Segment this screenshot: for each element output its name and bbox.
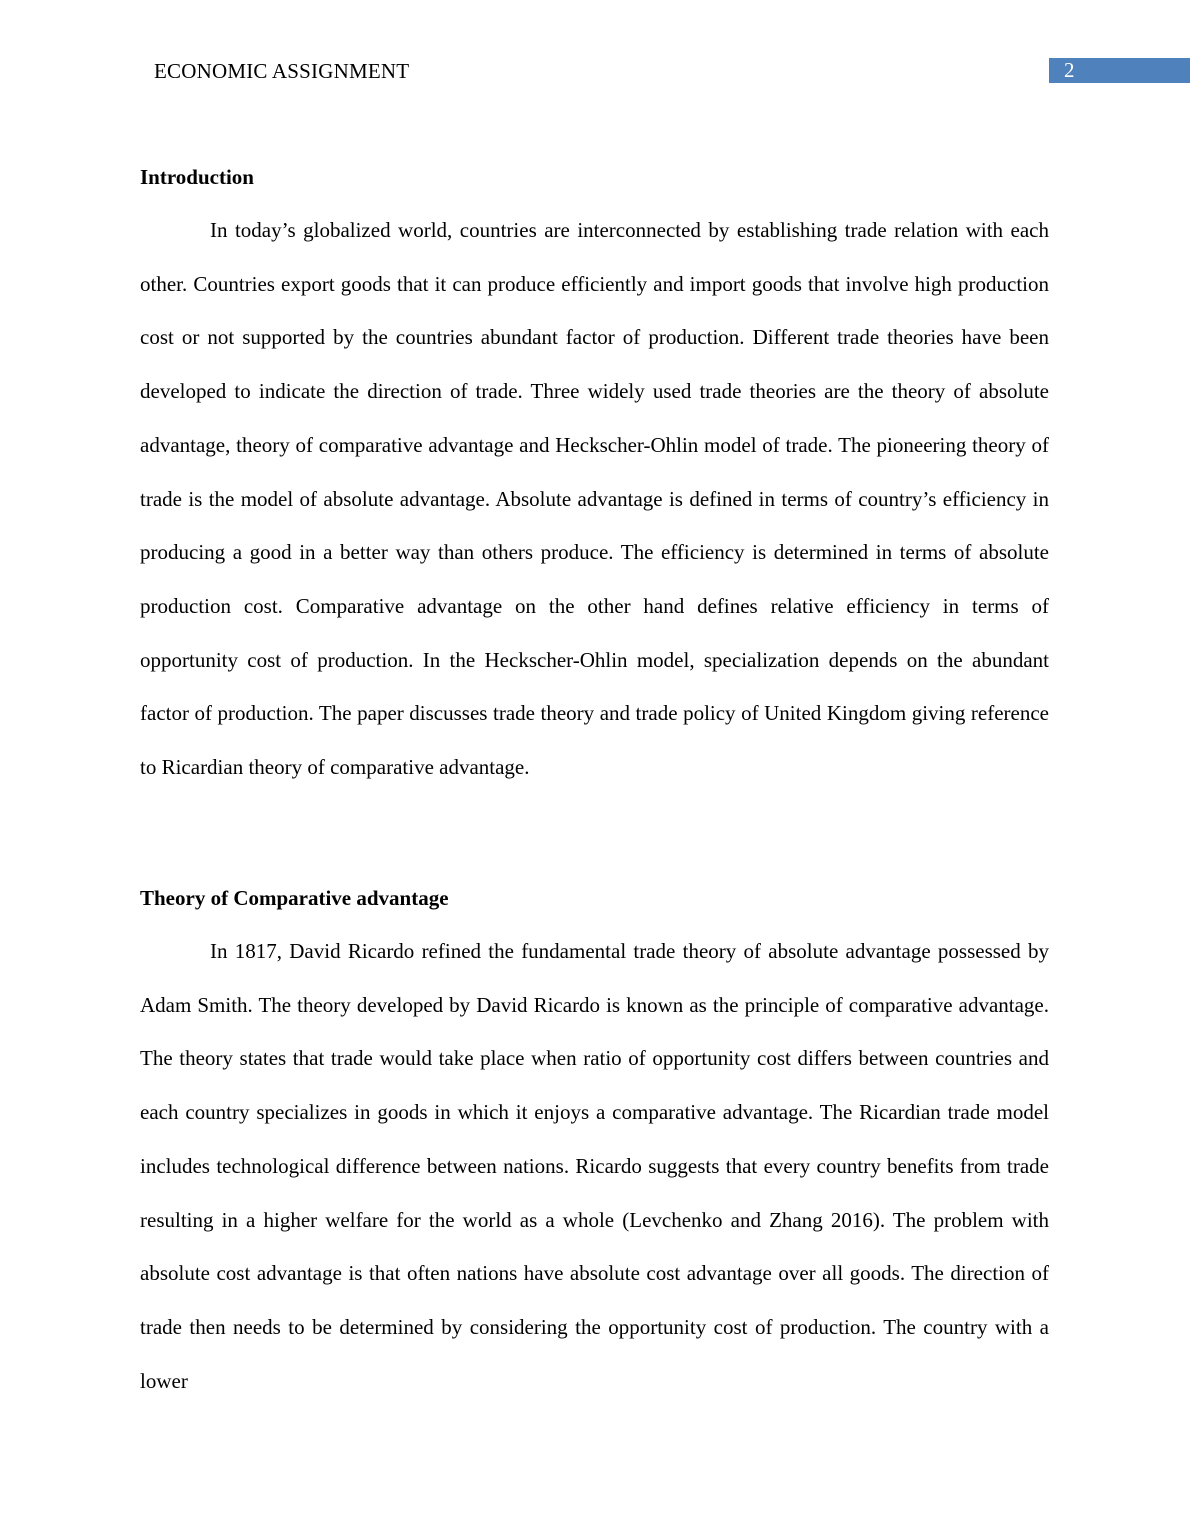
paragraph-introduction: In today’s globalized world, countries are interconnected by establishing trade relation with each other. Countries export goods that it can produce efficiently and import goods that involve high production cost or not supported by the countries abundant factor of production. Different trade theories have been developed to indicate the direction of trade. Three widely used trade theories are the theory of absolute advantage, theory of comparative advantage and Heckscher-Ohlin model of trade. The pioneering theory of trade is the model of absolute advantage. Absolute advantage is defined in terms of country’s efficiency in producing a good in a better way than others produce. The efficiency is determined in terms of absolute production cost. Comparative advantage on the other hand defines relative efficiency in terms of opportunity cost of production. In the Heckscher-Ohlin model, specialization depends on the abundant factor of production. The paper discusses trade theory and trade policy of United Kingdom giving reference to Ricardian theory of comparative advantage. — [140, 218, 1049, 780]
section-heading-introduction: Introduction — [140, 165, 254, 189]
running-header-title: ECONOMIC ASSIGNMENT — [154, 59, 410, 83]
page-number: 2 — [1064, 58, 1075, 82]
section-heading-comparative-advantage: Theory of Comparative advantage — [140, 886, 449, 910]
paragraph-comparative-advantage: In 1817, David Ricardo refined the fundamental trade theory of absolute advantage possessed by Adam Smith. The theory developed by David Ricardo is known as the principle of comparative advantage. The theory states that trade would take place when ratio of opportunity cost differs between countries and each country specializes in goods in which it enjoys a comparative advantage. The Ricardian trade model includes technological difference between nations. Ricardo suggests that every country benefits from trade resulting in a higher welfare for the world as a whole (Levchenko and Zhang 2016). The problem with absolute cost advantage is that often nations have absolute cost advantage over all goods. The direction of trade then needs to be determined by considering the opportunity cost of production. The country with a lower — [140, 939, 1049, 1393]
